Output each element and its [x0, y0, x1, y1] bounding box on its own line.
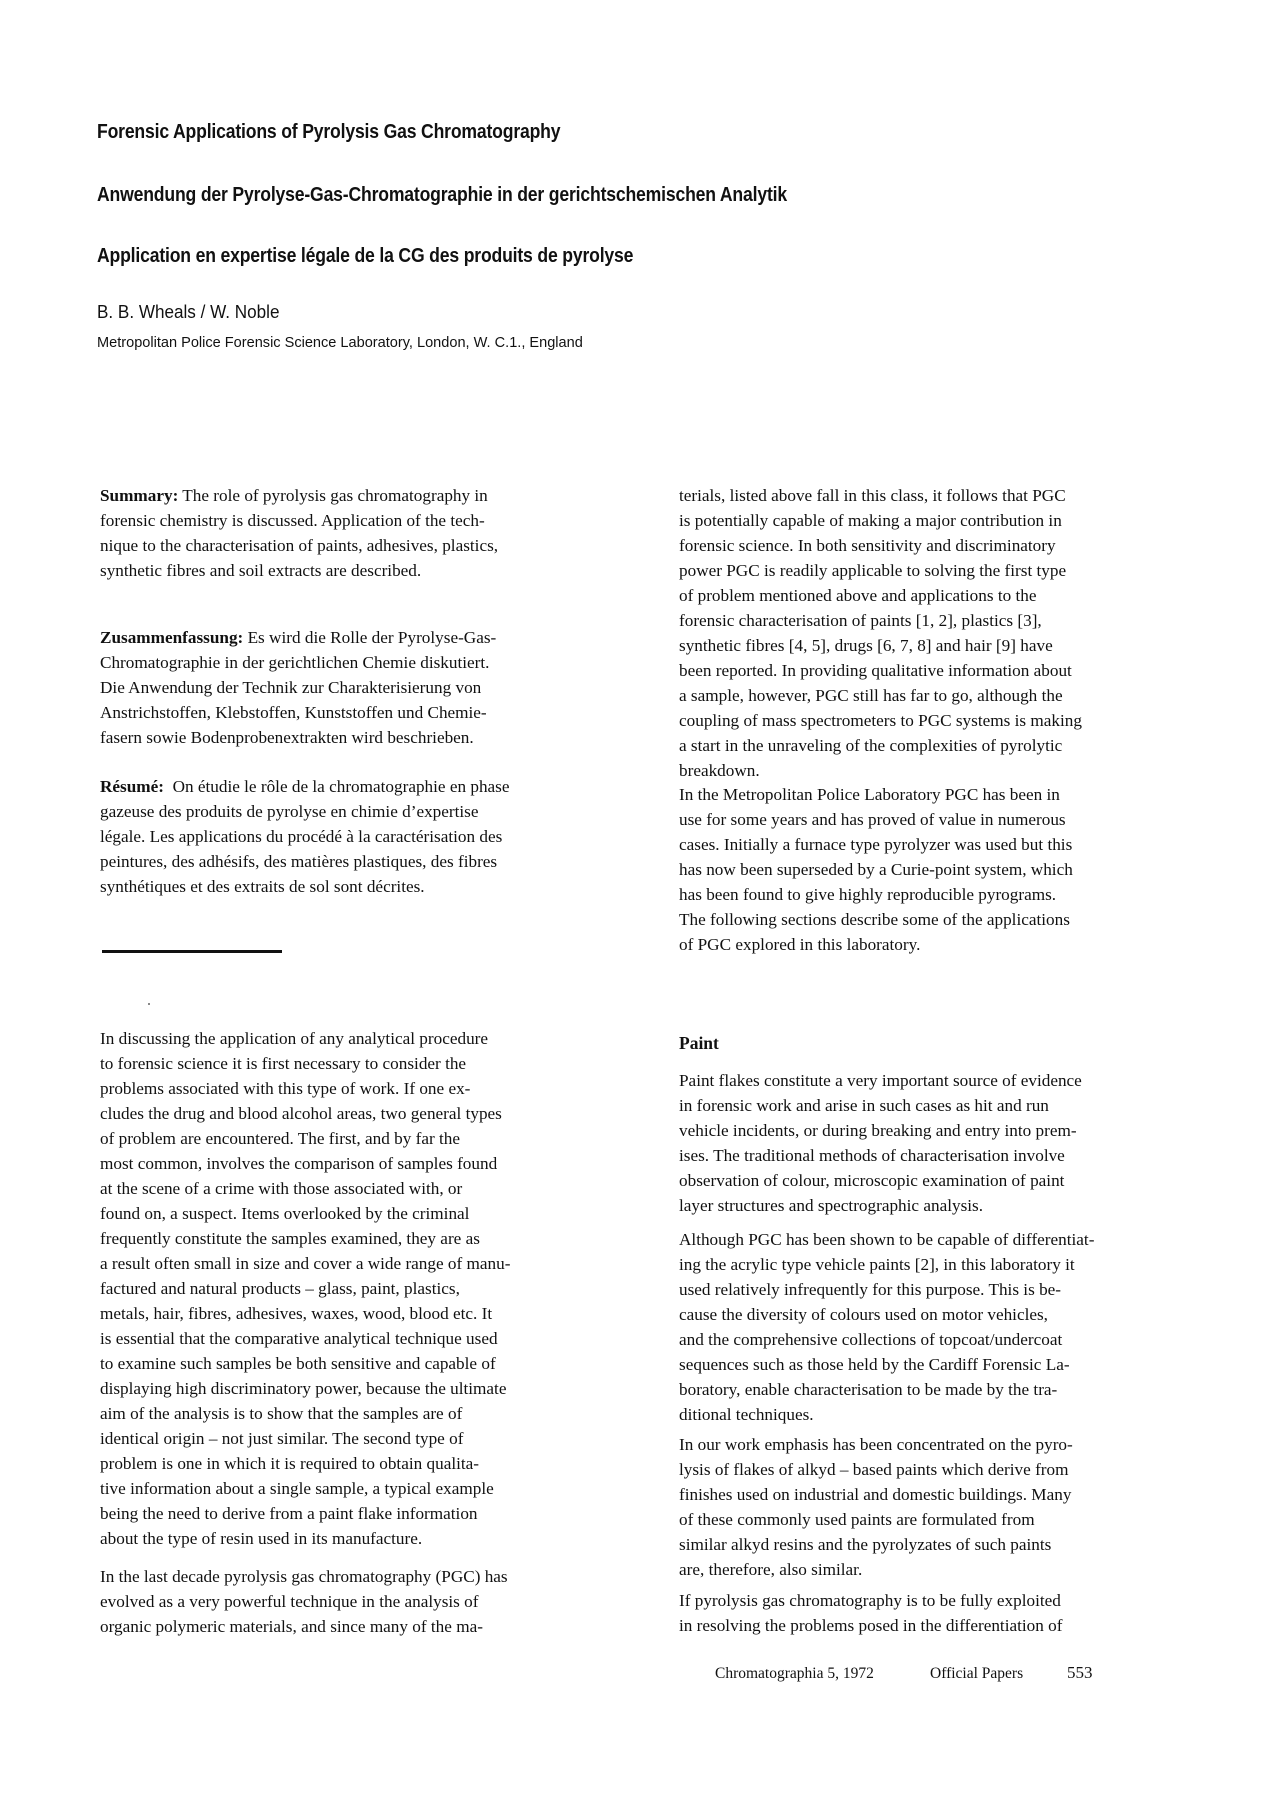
title-english: Forensic Applications of Pyrolysis Gas Chromatography: [97, 121, 561, 143]
intro-paragraph-2: In the last decade pyrolysis gas chromatography (PGC) has evolved as a very powerful technique in the analysis of organic polymeric materials, and since many of the ma-: [100, 1567, 508, 1636]
metropolitan-lab-paragraph: In the Metropolitan Police Laboratory PGC has been in use for some years and has proved of value in numerous cases. Initially a furnace type pyrolyzer was used but this has now been superseded by a Curie-point system, which has been found to give highly reproducible pyrograms. The following sections describe some of the applications of PGC explored in this laboratory.: [679, 785, 1073, 954]
title-french: Application en expertise légale de la CG des produits de pyrolyse: [97, 245, 634, 267]
abstract-summary: Summary: The role of pyrolysis gas chromatography in forensic chemistry is discussed. Application of the tech- nique to the characterisation of paints, adhesives, plastics, synthetic fibres and soil extracts are described.: [100, 486, 499, 580]
paint-paragraph-1: Paint flakes constitute a very important source of evidence in forensic work and arise in such cases as hit and run vehicle incidents, or during breaking and entry into prem- ises. The traditional methods of characterisation involve observation of colour, microscopic examination of paint layer structures and spectrographic analysis.: [679, 1071, 1082, 1215]
scan-speck: [148, 1003, 150, 1005]
abstract-resume-label: Résumé:: [100, 777, 164, 796]
authors: B. B. Wheals / W. Noble: [97, 302, 280, 322]
title-german: Anwendung der Pyrolyse-Gas-Chromatographie in der gerichtschemischen Analytik: [97, 184, 787, 206]
abstract-resume: Résumé: On étudie le rôle de la chromatographie en phase gazeuse des produits de pyrolyse en chimie d’expertise légale. Les applications du procédé à la caractérisation des peintures, des adhésifs, des matières plastiques, des fibres synthétiques et des extraits de sol sont décrites.: [100, 777, 510, 896]
section-heading-paint: Paint: [679, 1033, 719, 1053]
abstract-zusammenfassung-label: Zusammenfassung:: [100, 628, 244, 647]
abstract-summary-label: Summary:: [100, 486, 179, 505]
intro-continuation-paragraph: terials, listed above fall in this class, it follows that PGC is potentially capable of making a major contribution in forensic science. In both sensitivity and discriminatory power PGC is readily applicable to solving the first type of problem mentioned above and applications to the forensic characterisation of paints [1, 2], plastics [3], synthetic fibres [4, 5], drugs [6, 7, 8] and hair [9] have been reported. In providing qualitative information about a sample, however, PGC still has far to go, although the coupling of mass spectrometers to PGC systems is making a start in the unraveling of the complexities of pyrolytic breakdown.: [679, 486, 1082, 780]
affiliation: Metropolitan Police Forensic Science Laboratory, London, W. C.1., England: [97, 334, 583, 351]
abstract-separator-rule: [102, 950, 282, 953]
footer-page-number: 553: [1067, 1663, 1093, 1682]
paint-paragraph-2: Although PGC has been shown to be capable of differentiat- ing the acrylic type vehicle paints [2], in this laboratory it used relatively infrequently for this purpose. This is be- cause the diversity of colours used on motor vehicles, and the comprehensive collections of topcoat/undercoat sequences such as those held by the Cardiff Forensic La- boratory, enable characterisation to be made by the tra- ditional techniques.: [679, 1230, 1095, 1424]
intro-paragraph-1: In discussing the application of any analytical procedure to forensic science it is first necessary to consider the problems associated with this type of work. If one ex- cludes the drug and blood alcohol areas, two general types of problem are encountered. The first, and by far the most common, involves the comparison of samples found at the scene of a crime with those associated with, or found on, a suspect. Items overlooked by the criminal frequently constitute the samples examined, they are as a result often small in size and cover a wide range of manu- factured and natural products – glass, paint, plastics, metals, hair, fibres, adhesives, waxes, wood, blood etc. It is essential that the comparative analytical technique used to examine such samples be both sensitive and capable of displaying high discriminatory power, because the ultimate aim of the analysis is to show that the samples are of identical origin – not just similar. The second type of problem is one in which it is required to obtain qualita- tive information about a single sample, a typical example being the need to derive from a paint flake information about the type of resin used in its manufacture.: [100, 1029, 511, 1548]
paint-paragraph-4: If pyrolysis gas chromatography is to be fully exploited in resolving the problems posed in the differentiation of: [679, 1591, 1063, 1635]
footer-journal: Chromatographia 5, 1972: [715, 1665, 874, 1682]
paint-paragraph-3: In our work emphasis has been concentrated on the pyro- lysis of flakes of alkyd – based paints which derive from finishes used on industrial and domestic buildings. Many of these commonly used paints are formulated from similar alkyd resins and the pyrolyzates of such paints are, therefore, also similar.: [679, 1435, 1073, 1579]
footer-section: Official Papers: [930, 1665, 1024, 1682]
abstract-zusammenfassung: Zusammenfassung: Es wird die Rolle der Pyrolyse-Gas- Chromatographie in der gerichtlichen Chemie diskutiert. Die Anwendung der Technik zur Charakterisierung von Anstrichstoffen, Klebstoffen, Kunststoffen und Chemie- fasern sowie Bodenprobenextrakten wird beschrieben.: [100, 628, 497, 747]
